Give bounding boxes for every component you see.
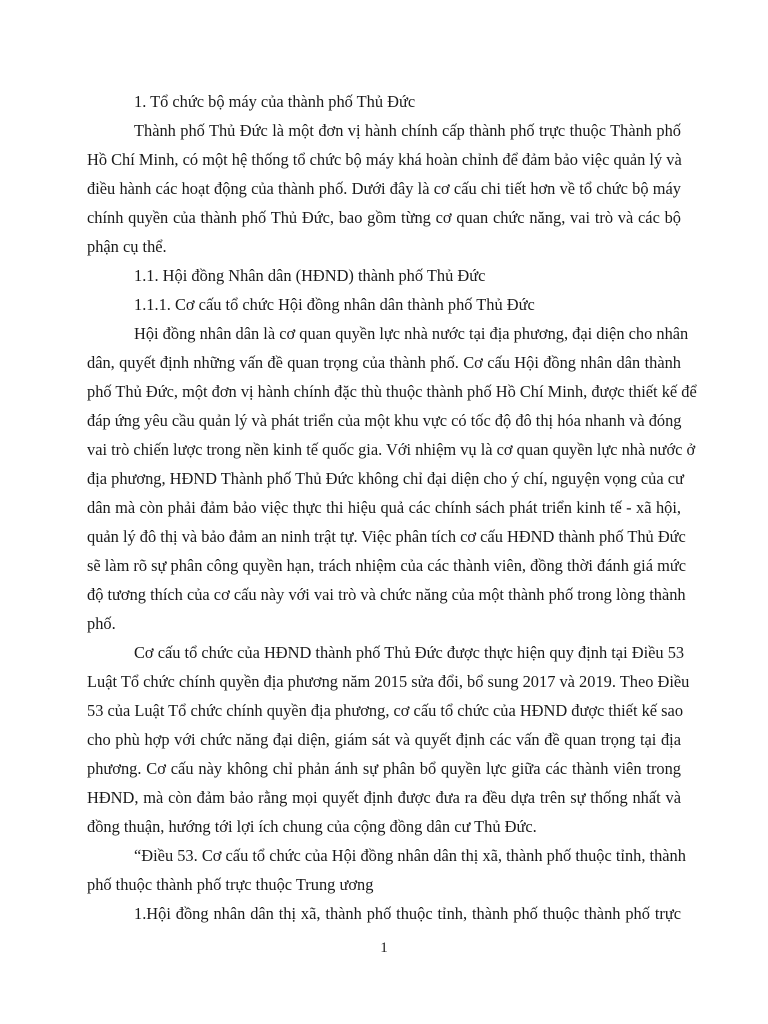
text-line: Cơ cấu tổ chức của HĐND thành phố Thủ Đức được thực hiện quy định tại Điều 53: [134, 643, 685, 662]
text-line: cho phù hợp với chức năng đại diện, giám sát và quyết định các vấn đề quan trọng tại địa: [87, 730, 681, 749]
section-heading: 1.1.1. Cơ cấu tổ chức Hội đồng nhân dân thành phố Thủ Đức: [134, 295, 535, 314]
text-line: dân mà còn phải đảm bảo việc thực thi hiệu quả các chính sách phát triển kinh tế - xã hội,: [87, 498, 681, 517]
page-number: 1: [380, 940, 388, 956]
text-line: HĐND, mà còn đảm bảo rằng mọi quyết định được đưa ra đều dựa trên sự thống nhất và: [87, 788, 681, 807]
text-line: đồng thuận, hướng tới lợi ích chung của cộng đồng dân cư Thủ Đức.: [87, 817, 537, 836]
text-line: Hội đồng nhân dân là cơ quan quyền lực nhà nước tại địa phương, đại diện cho nhân: [134, 324, 689, 343]
text-line: địa phương, HĐND Thành phố Thủ Đức không chỉ đại diện cho ý chí, nguyện vọng của cư: [87, 469, 684, 488]
text-line: đáp ứng yêu cầu quản lý và phát triển của một khu vực có tốc độ đô thị hóa nhanh và đóng: [87, 411, 682, 430]
text-line: sẽ làm rõ sự phân công quyền hạn, trách nhiệm của các thành viên, đồng thời đánh giá mức: [87, 556, 687, 575]
text-line: phố thuộc thành phố trực thuộc Trung ương: [87, 875, 374, 894]
text-line: 1.Hội đồng nhân dân thị xã, thành phố thuộc tỉnh, thành phố thuộc thành phố trực: [134, 904, 681, 923]
text-line: độ tương thích của cơ cấu này với vai trò và chức năng của một thành phố trong lòng thành: [87, 585, 686, 604]
text-line: điều hành các hoạt động của thành phố. Dưới đây là cơ cấu chi tiết hơn về tổ chức bộ máy: [87, 179, 681, 198]
text-line: Hồ Chí Minh, có một hệ thống tổ chức bộ máy khá hoàn chỉnh để đảm bảo việc quản lý và: [87, 150, 682, 169]
text-line: vai trò chiến lược trong nền kinh tế quốc gia. Với nhiệm vụ là cơ quan quyền lực nhà nước ở: [87, 440, 696, 459]
document-body: [87, 87, 697, 928]
text-line: phố.: [87, 614, 116, 633]
text-line: 53 của Luật Tổ chức chính quyền địa phương, cơ cấu tổ chức của HĐND được thiết kế sao: [87, 701, 684, 720]
text-line: “Điều 53. Cơ cấu tổ chức của Hội đồng nhân dân thị xã, thành phố thuộc tỉnh, thành: [134, 846, 686, 865]
text-line: phố Thủ Đức, một đơn vị hành chính đặc thù thuộc thành phố Hồ Chí Minh, được thiết kế để: [87, 382, 697, 401]
text-line: phận cụ thể.: [87, 237, 167, 256]
text-line: Thành phố Thủ Đức là một đơn vị hành chính cấp thành phố trực thuộc Thành phố: [134, 121, 681, 140]
text-line: Luật Tổ chức chính quyền địa phương năm 2015 sửa đổi, bổ sung 2017 và 2019. Theo Điều: [87, 672, 690, 691]
text-line: phương. Cơ cấu này không chỉ phản ánh sự phân bổ quyền lực giữa các thành viên trong: [87, 759, 681, 778]
text-line: quản lý đô thị và bảo đảm an ninh trật tự. Việc phân tích cơ cấu HĐND thành phố Thủ Đức: [87, 527, 686, 546]
section-heading: 1. Tổ chức bộ máy của thành phố Thủ Đức: [134, 92, 416, 111]
section-heading: 1.1. Hội đồng Nhân dân (HĐND) thành phố Thủ Đức: [134, 266, 486, 285]
text-line: dân, quyết định những vấn đề quan trọng của thành phố. Cơ cấu Hội đồng nhân dân thành: [87, 353, 681, 372]
text-line: chính quyền của thành phố Thủ Đức, bao gồm từng cơ quan chức năng, vai trò và các bộ: [87, 208, 681, 227]
